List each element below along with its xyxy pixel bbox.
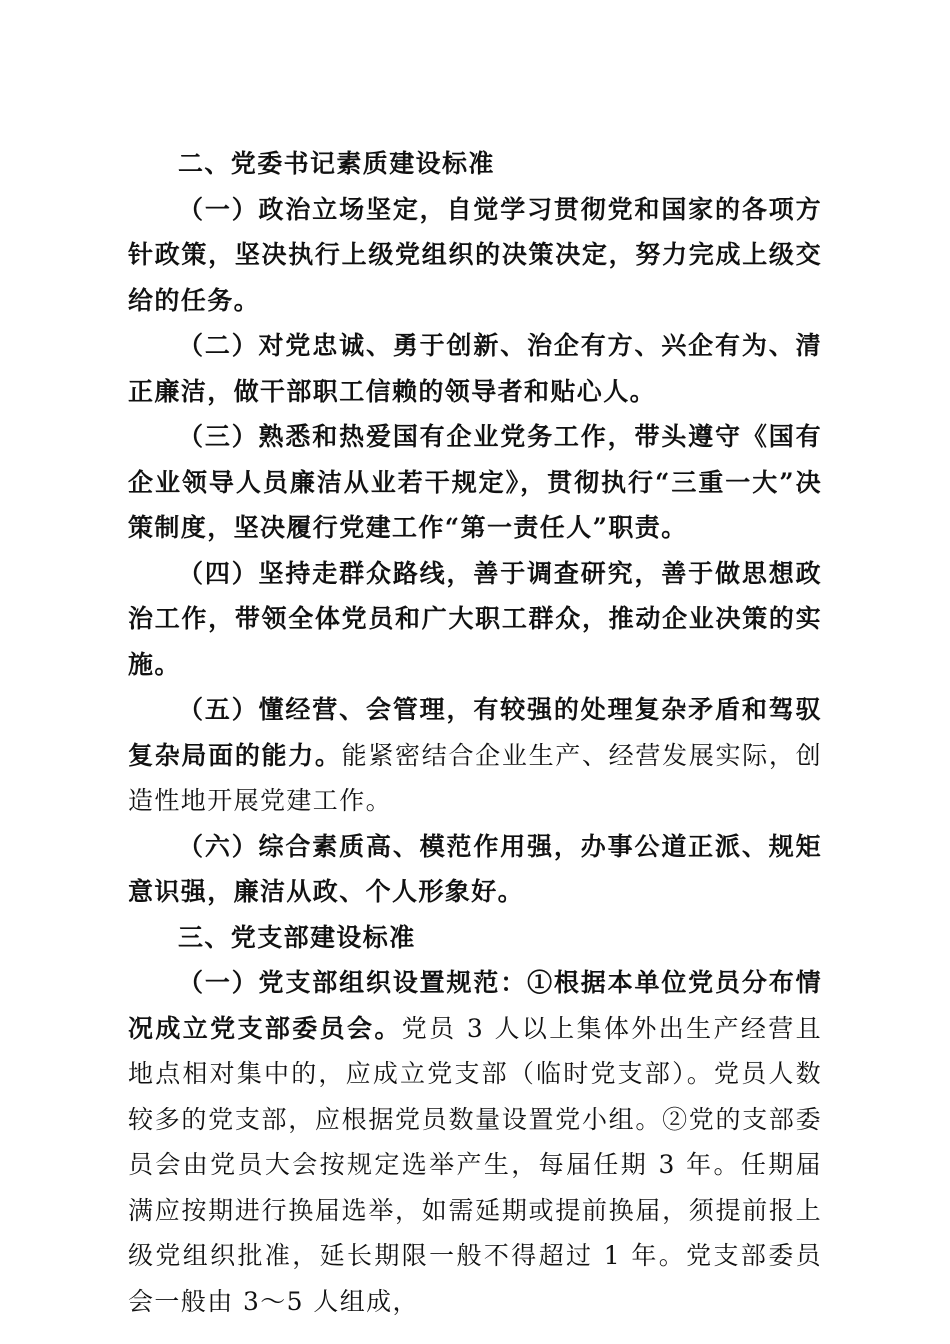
paragraph-item-6 — [128, 824, 822, 915]
paragraph-bold-text: （三）熟悉和热爱国有企业党务工作，带头遵守《国有企业领导人员廉洁从业若干规定》，贯彻执行“三重一大”决策制度，坚决履行党建工作“第一责任人”职责。 — [128, 422, 822, 542]
section-heading-party-branch: 三、党支部建设标准 — [178, 922, 416, 952]
paragraph-bold-text: （二）对党忠诚、勇于创新、治企有方、兴企有为、清正廉洁，做干部职工信赖的领导者和贴心人。 — [128, 331, 822, 406]
paragraph-item-4 — [128, 551, 822, 688]
paragraph-bold-text: （一）政治立场坚定，自觉学习贯彻党和国家的各项方针政策，坚决执行上级党组织的决策决定，努力完成上级交给的任务。 — [128, 194, 822, 315]
paragraph-bold-text: （五）懂经营、会管理，有较强的处理复杂矛盾和驾驭复杂局面的能力。 — [128, 695, 822, 770]
section-heading-party-secretary: 二、党委书记素质建设标准 — [178, 149, 495, 178]
paragraph-normal-text: 能紧密结合企业生产、经营发展实际，创造性地开展党建工作。 — [128, 740, 823, 815]
paragraph-item-1 — [128, 187, 822, 324]
paragraph-bold-text: （六）综合素质高、模范作用强，办事公道正派、规矩意识强，廉洁从政、个人形象好。 — [128, 831, 822, 906]
paragraph-branch-item-1 — [128, 960, 822, 1324]
paragraph-bold-text: （一）党支部组织设置规范：①根据本单位党员分布情况成立党支部委员会。 — [128, 968, 822, 1043]
paragraph-item-3 — [128, 414, 822, 551]
paragraph-item-2 — [128, 323, 822, 414]
document-body — [128, 141, 822, 1324]
paragraph-bold-text: （四）坚持走群众路线，善于调查研究，善于做思想政治工作，带领全体党员和广大职工群众，推动企业决策的实施。 — [128, 558, 822, 679]
paragraph-item-5 — [128, 687, 822, 824]
paragraph-normal-text: 党员 3 人以上集体外出生产经营且地点相对集中的，应成立党支部（临时党支部）。党员人数较多的党支部，应根据党员数量设置党小组。②党的支部委员会由党员大会按规定选举产生，每届任期 3 年。任期届满应按期进行换届选举，如需延期或提前换届，须提前报上级党组织批准，延长期限一般不得超过 1 年。党支部委员会一般由 3～5 人组成， — [128, 1013, 822, 1316]
